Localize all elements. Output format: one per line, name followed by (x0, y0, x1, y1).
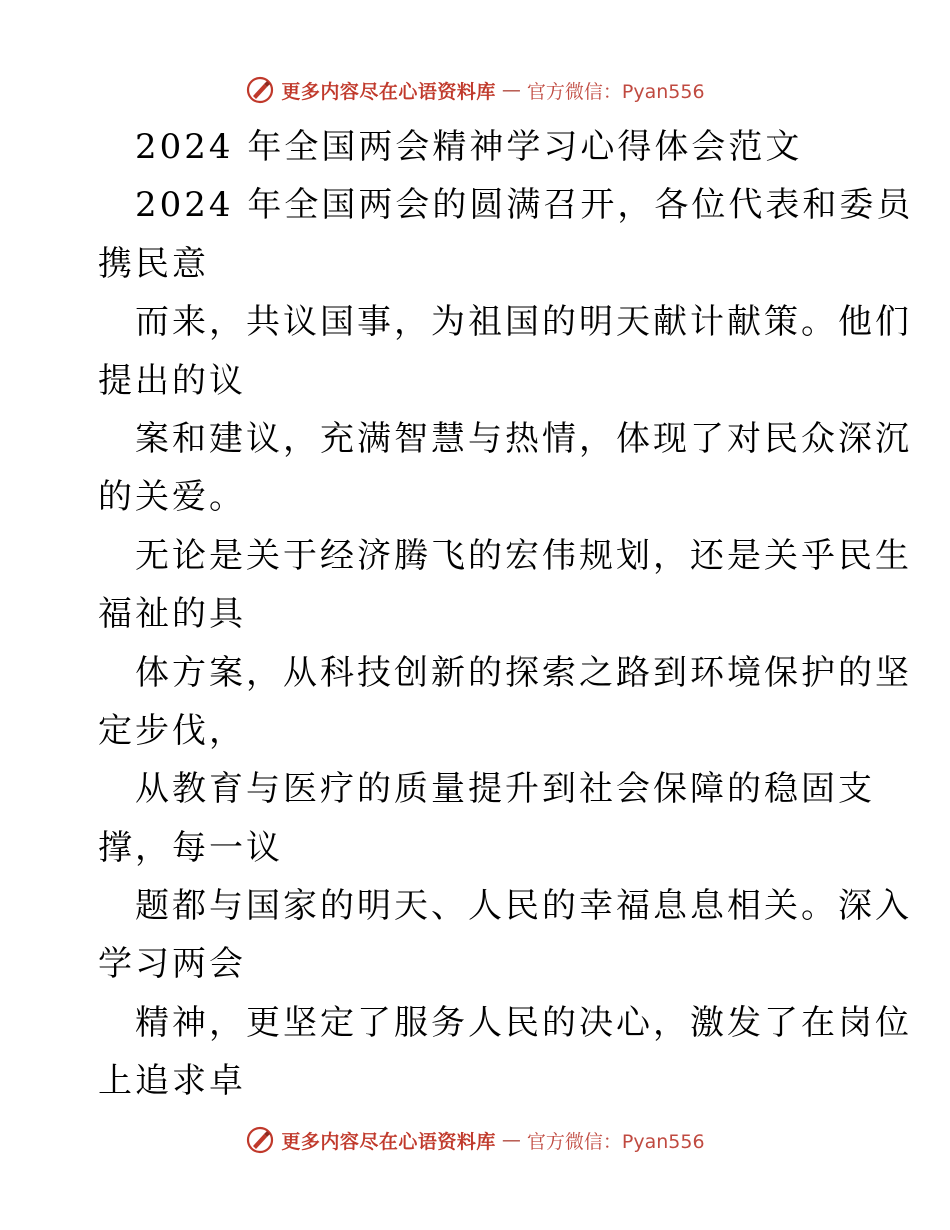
text-line: 体方案，从科技创新的探索之路到环境保护的坚 (135, 652, 912, 693)
text-line: 上追求卓 (98, 1061, 246, 1102)
text-line: 无论是关于经济腾飞的宏伟规划，还是关乎民生 (135, 535, 912, 576)
watermark-header (0, 70, 950, 110)
watermark-dash: — (501, 79, 521, 101)
watermark-footer (0, 1120, 950, 1160)
text-line: 定步伐， (98, 710, 246, 751)
watermark-text: 更多内容尽在心语资料库 (281, 80, 496, 103)
pen-circle-icon (245, 1125, 275, 1155)
text-line: 题都与国家的明天、人民的幸福息息相关。深入 (135, 886, 912, 927)
watermark-dash: — (501, 1129, 521, 1151)
text-line: 而来，共议国事，为祖国的明天献计献策。他们 (135, 302, 912, 343)
text-line: 案和建议，充满智慧与热情，体现了对民众深沉 (135, 418, 912, 459)
watermark-wechat: 官方微信：Pyan556 (526, 1130, 705, 1153)
text-line: 2024 年全国两会的圆满召开，各位代表和委员 (135, 185, 914, 226)
text-line: 的关爱。 (98, 477, 246, 518)
pen-circle-icon (245, 75, 275, 105)
text-line: 福祉的具 (98, 594, 246, 635)
text-line: 从教育与医疗的质量提升到社会保障的稳固支 (135, 769, 875, 810)
text-line: 携民意 (98, 243, 209, 284)
text-line: 学习两会 (98, 944, 246, 985)
document-body (98, 118, 914, 1111)
watermark-wechat: 官方微信：Pyan556 (526, 80, 705, 103)
document-title-line: 2024 年全国两会精神学习心得体会范文 (135, 127, 803, 167)
watermark-text: 更多内容尽在心语资料库 (281, 1130, 496, 1153)
text-line: 提出的议 (98, 360, 246, 401)
text-line: 撑，每一议 (98, 827, 283, 868)
text-line: 精神，更坚定了服务人民的决心，激发了在岗位 (135, 1002, 912, 1043)
